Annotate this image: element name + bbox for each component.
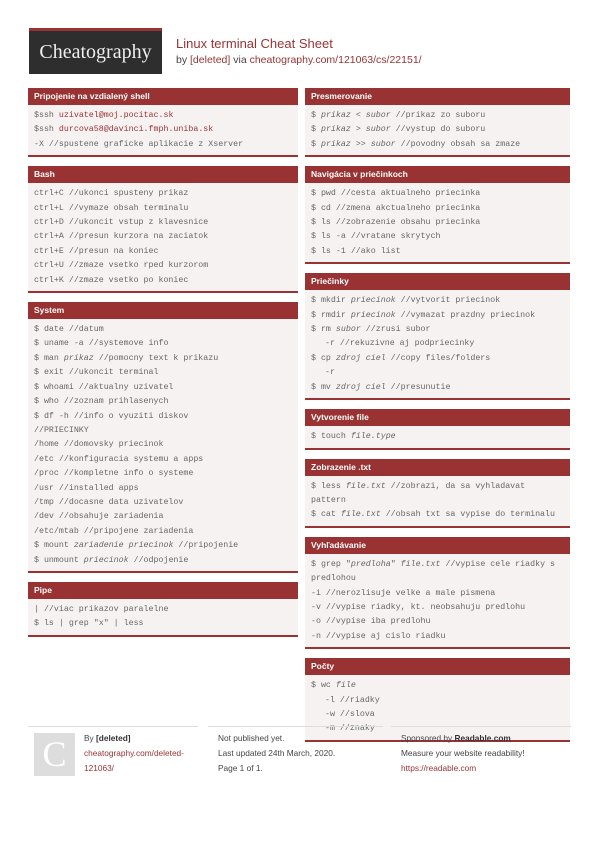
- author-link[interactable]: [deleted]: [190, 54, 231, 66]
- section-body: [305, 476, 570, 526]
- command-line: [311, 708, 564, 722]
- command-text: $ cat: [311, 510, 341, 520]
- command-line: [311, 109, 564, 123]
- section-body: [305, 554, 570, 647]
- placeholder-arg: zariadenie priecinok: [73, 541, 174, 551]
- sponsor-text: Measure your website readability!: [401, 748, 525, 758]
- command-text: $ man: [34, 353, 64, 363]
- command-text: ctrl+A //presun kurzora na zaciatok: [34, 232, 209, 242]
- command-text: //vypise cele riadky s predlohou: [311, 559, 561, 584]
- command-text: $ ls -a //vratane skrytych: [311, 232, 441, 242]
- command-line: [34, 482, 292, 496]
- command-line: [311, 587, 564, 601]
- command-text: $: [311, 139, 321, 149]
- command-text: -l //riadky: [325, 695, 380, 705]
- section-title: System: [28, 302, 298, 319]
- command-line: [34, 467, 292, 481]
- command-line: [311, 337, 564, 351]
- by-label: by: [176, 54, 191, 66]
- section-title: Priečinky: [305, 273, 570, 290]
- command-line: [34, 395, 292, 409]
- command-text: $ df -h //info o vyuziti diskov: [34, 411, 189, 421]
- last-updated: Last updated 24th March, 2020.: [218, 748, 336, 758]
- command-line: [311, 430, 564, 444]
- command-text: //copy files/folders: [385, 353, 491, 363]
- command-text: $ mount: [34, 541, 74, 551]
- section-body: [305, 290, 570, 398]
- command-line: [311, 245, 564, 259]
- placeholder-arg: file: [335, 681, 356, 691]
- command-text: ctrl+C //ukonci spusteny prikaz: [34, 189, 189, 199]
- left-column: [28, 88, 298, 646]
- command-line: [311, 601, 564, 615]
- command-text: $ who //zoznam prihlasenych: [34, 397, 169, 407]
- command-line: [311, 216, 564, 230]
- command-line: [34, 496, 292, 510]
- section-body: [28, 105, 298, 155]
- footer-status: [208, 726, 383, 786]
- command-text: -X //spustene graficke aplikacie z Xserver: [34, 139, 244, 149]
- logo-text: Cheatography: [39, 41, 152, 63]
- command-text: ctrl+D //ukoncit vstup z klavesnice: [34, 218, 209, 228]
- command-text: $ whoami //aktualny uzivatel: [34, 382, 174, 392]
- command-line: [34, 539, 292, 553]
- sponsor-prefix: Sponsored by: [401, 733, 455, 743]
- command-text: -r //rekuzivne aj podpriecinky: [325, 339, 475, 349]
- command-text: //zrusi subor: [360, 325, 431, 335]
- placeholder-arg: prikaz: [320, 111, 351, 120]
- command-text: //obsah txt sa vypise do terminalu: [380, 510, 555, 520]
- command-line: [34, 352, 292, 366]
- command-line: [34, 230, 292, 244]
- section: [305, 88, 570, 157]
- command-line: [34, 525, 292, 539]
- command-text: $ ls | grep "x" | less: [34, 619, 144, 629]
- command-text: /home //domovsky priecinok: [34, 440, 164, 450]
- command-text: >: [350, 125, 366, 135]
- host-link[interactable]: durcova58@davinci.fmph.uniba.sk: [58, 125, 214, 135]
- command-text: //PRIECINKY: [34, 425, 89, 435]
- command-text: //pomocny text k prikazu: [93, 353, 219, 363]
- placeholder-arg: priecinok: [83, 555, 129, 565]
- command-text: -i //nerozlisuje velke a male pismena: [311, 588, 496, 598]
- command-text: $ date //datum: [34, 325, 104, 335]
- command-line: [34, 202, 292, 216]
- command-line: [311, 480, 564, 509]
- placeholder-arg: prikaz: [320, 139, 351, 149]
- section: [305, 459, 570, 528]
- command-text: -n //vypise aj cislo riadku: [311, 631, 446, 641]
- page-title: Linux terminal Cheat Sheet: [176, 36, 333, 51]
- command-text: $ ls //zobrazenie obsahu priecinka: [311, 218, 481, 228]
- command-line: [311, 679, 564, 693]
- command-text: //odpojenie: [128, 555, 189, 565]
- command-line: [311, 558, 564, 587]
- command-text: >>: [350, 139, 371, 149]
- section-title: Navigácia v priečinkoch: [305, 166, 570, 183]
- command-text: $ less: [311, 481, 346, 491]
- command-line: [34, 109, 292, 123]
- placeholder-arg: file.txt: [400, 559, 441, 569]
- command-text: -m //znaky: [325, 724, 375, 734]
- placeholder-arg: predloha: [350, 559, 391, 569]
- section: [28, 166, 298, 293]
- footer-author: [28, 726, 198, 786]
- author-avatar: C: [34, 733, 75, 776]
- command-line: [311, 187, 564, 201]
- right-column: [305, 88, 570, 751]
- command-line: [34, 138, 292, 152]
- command-line: [311, 123, 564, 137]
- command-line: [311, 294, 564, 308]
- command-text: /etc/mtab //pripojene zariadenia: [34, 526, 194, 536]
- placeholder-arg: file.type: [350, 432, 396, 442]
- command-line: [34, 438, 292, 452]
- by-label: By: [84, 733, 96, 743]
- host-link[interactable]: uzivatel@moj.pocitac.sk: [58, 111, 174, 120]
- command-line: [311, 138, 564, 152]
- placeholder-arg: subor: [370, 139, 396, 149]
- section: [28, 582, 298, 637]
- command-line: [34, 510, 292, 524]
- command-text: -w //slova: [325, 709, 375, 719]
- placeholder-arg: priecinok: [350, 296, 396, 306]
- author-name: [deleted]: [96, 733, 131, 743]
- command-line: [34, 381, 292, 395]
- command-line: [34, 424, 292, 438]
- command-text: ctrl+L //vymaze obsah terminalu: [34, 203, 189, 213]
- command-text: //prikaz zo suboru: [390, 111, 486, 120]
- command-text: ctrl+E //presun na koniec: [34, 246, 159, 256]
- command-line: [311, 694, 564, 708]
- placeholder-arg: prikaz: [320, 125, 351, 135]
- command-text: $ cd //zmena akctualneho priecinka: [311, 203, 481, 213]
- command-text: $ grep ": [311, 559, 351, 569]
- command-text: <: [350, 111, 366, 120]
- command-text: $ ls -1 //ako list: [311, 246, 401, 256]
- author-profile-link[interactable]: cheatography.com/deleted-: [84, 748, 184, 758]
- command-line: [311, 202, 564, 216]
- section-title: Zobrazenie .txt: [305, 459, 570, 476]
- via-label: via: [230, 54, 250, 66]
- command-text: $ssh: [34, 111, 59, 120]
- command-text: ctrl+U //zmaze vsetko rped kurzorom: [34, 261, 209, 271]
- command-line: [311, 366, 564, 380]
- command-text: //povodny obsah sa zmaze: [395, 139, 521, 149]
- command-text: /dev //obsahuje zariadenia: [34, 512, 164, 522]
- command-text: //vymazat prazdny priecinok: [395, 310, 536, 320]
- command-line: [34, 187, 292, 201]
- command-line: [34, 123, 292, 137]
- command-line: [311, 508, 564, 522]
- placeholder-arg: file.txt: [340, 510, 381, 520]
- command-line: [311, 309, 564, 323]
- command-text: //vytvorit priecinok: [395, 296, 501, 306]
- command-text: ctrl+K //zmaze vsetko po koniec: [34, 275, 189, 285]
- command-text: $ rmdir: [311, 310, 351, 320]
- command-text: //pripojenie: [173, 541, 239, 551]
- section: [305, 166, 570, 264]
- command-text: //presunutie: [385, 382, 451, 392]
- command-line: [34, 617, 292, 631]
- command-text: $ssh: [34, 125, 59, 135]
- command-text: /proc //kompletne info o systeme: [34, 469, 194, 479]
- placeholder-arg: prikaz: [63, 353, 94, 363]
- command-line: [311, 381, 564, 395]
- command-text: $ exit //ukoncit terminal: [34, 368, 159, 378]
- sponsor-name: Readable.com: [454, 733, 511, 743]
- command-line: [34, 245, 292, 259]
- byline: [176, 54, 422, 66]
- sponsor-link[interactable]: https://readable.com: [401, 763, 477, 773]
- command-line: [311, 630, 564, 644]
- command-line: [34, 554, 292, 568]
- placeholder-arg: subor: [365, 125, 391, 135]
- command-text: | //viac prikazov paralelne: [34, 604, 169, 614]
- section-title: Počty: [305, 658, 570, 675]
- section: [305, 273, 570, 400]
- command-line: [34, 453, 292, 467]
- command-line: [311, 230, 564, 244]
- command-text: /etc //konfiguracia systemu a apps: [34, 454, 204, 464]
- section-title: Presmerovanie: [305, 88, 570, 105]
- footer-by: [84, 731, 198, 746]
- section: [28, 302, 298, 573]
- command-line: [34, 216, 292, 230]
- command-text: -v //vypise riadky, kt. neobsahuju predlohu: [311, 602, 526, 612]
- placeholder-arg: subor: [335, 325, 361, 335]
- section-body: [28, 319, 298, 571]
- section: [305, 409, 570, 449]
- command-text: -r: [325, 368, 335, 378]
- command-text: /tmp //docasne data uzivatelov: [34, 497, 184, 507]
- placeholder-arg: subor: [365, 111, 391, 120]
- command-line: [311, 323, 564, 337]
- command-text: ": [390, 559, 401, 569]
- section: [28, 88, 298, 157]
- command-line: [34, 366, 292, 380]
- placeholder-arg: file.txt: [345, 481, 386, 491]
- sponsor-line: [401, 731, 571, 746]
- section: [305, 537, 570, 649]
- command-text: $ rm: [311, 325, 336, 335]
- section-title: Pipe: [28, 582, 298, 599]
- command-line: [34, 337, 292, 351]
- sheet-url-link[interactable]: cheatography.com/121063/cs/22151/: [249, 54, 422, 66]
- author-profile-link-cont[interactable]: 121063/: [84, 763, 114, 773]
- command-line: [34, 259, 292, 273]
- command-text: $ wc: [311, 681, 336, 691]
- command-text: $: [311, 111, 321, 120]
- section-title: Bash: [28, 166, 298, 183]
- command-line: [311, 615, 564, 629]
- section-body: [28, 183, 298, 291]
- section-body: [305, 105, 570, 155]
- command-text: /usr //installed apps: [34, 483, 139, 493]
- command-text: $ pwd //cesta aktualneho priecinka: [311, 189, 481, 199]
- command-text: $ mv: [311, 382, 336, 392]
- cheatography-logo[interactable]: [29, 28, 162, 74]
- command-line: [34, 274, 292, 288]
- section-title: Vyhľadávanie: [305, 537, 570, 554]
- command-text: $ mkdir: [311, 296, 351, 306]
- command-text: $ unmount: [34, 555, 84, 565]
- command-line: [311, 352, 564, 366]
- command-text: //vystup do suboru: [390, 125, 486, 135]
- command-line: [34, 323, 292, 337]
- section-title: Pripojenie na vzdialený shell: [28, 88, 298, 105]
- page-number: Page 1 of 1.: [218, 763, 263, 773]
- footer-sponsor: [391, 726, 571, 786]
- section-title: Vytvorenie file: [305, 409, 570, 426]
- placeholder-arg: zdroj ciel: [335, 382, 386, 392]
- placeholder-arg: zdroj ciel: [335, 353, 386, 363]
- section-body: [305, 426, 570, 447]
- command-text: -o //vypise iba predlohu: [311, 617, 431, 627]
- command-text: $ touch: [311, 432, 351, 442]
- published-status: Not published yet.: [218, 733, 285, 743]
- command-line: [34, 410, 292, 424]
- command-line: [34, 603, 292, 617]
- command-text: $: [311, 125, 321, 135]
- placeholder-arg: priecinok: [350, 310, 396, 320]
- command-text: //zobrazi, da sa vyhladavat pattern: [311, 481, 531, 505]
- section-body: [305, 183, 570, 262]
- section-body: [28, 599, 298, 635]
- command-text: $ uname -a //systemove info: [34, 339, 169, 349]
- command-text: $ cp: [311, 353, 336, 363]
